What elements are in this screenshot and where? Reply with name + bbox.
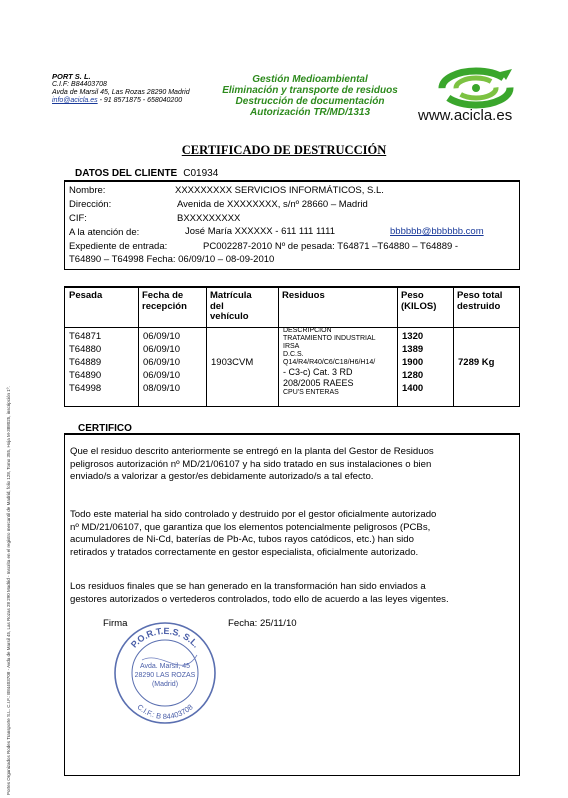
service-line: Eliminación y transporte de residuos xyxy=(222,85,398,96)
table-cell-pesada: T64890 xyxy=(69,370,102,381)
table-cell-peso: 1280 xyxy=(402,370,424,381)
col-header-matricula xyxy=(210,291,252,323)
col-header-line: Fecha de xyxy=(142,290,184,301)
table-cell-fecha: 06/09/10 xyxy=(143,331,180,342)
table-cell-peso: 1900 xyxy=(402,357,424,368)
residuo-line: Q14/R4/R40/C6/C18/H6/H14/ xyxy=(283,359,376,366)
service-line: Autorización TR/MD/1313 xyxy=(249,107,371,118)
company-cif: C.I.F: B84403708 xyxy=(52,81,107,88)
attn-email-link[interactable]: bbbbbb@bbbbbb.com xyxy=(390,226,484,237)
cif-value: BXXXXXXXXX xyxy=(177,213,241,224)
company-stamp xyxy=(112,620,218,726)
waste-table xyxy=(64,286,520,407)
address-label: Dirección: xyxy=(69,199,112,210)
col-header-line: recepción xyxy=(142,300,187,312)
service-line: Gestión Medioambiental xyxy=(252,74,368,85)
company-name: PORT S. L. xyxy=(52,72,91,81)
client-heading xyxy=(75,168,218,179)
stamp-top-text: P.O.R.T.E.S. S.L. xyxy=(128,625,202,650)
residuo-line: DESCRIPCION xyxy=(283,327,332,334)
expediente-value: PC002287-2010 Nº de pesada: T64871 –T64880 – T64889 - xyxy=(203,241,459,252)
column-divider xyxy=(138,288,139,406)
paragraph-2 xyxy=(70,509,518,559)
name-value: XXXXXXXXX SERVICIOS INFORMÁTICOS, S.L. xyxy=(175,185,384,196)
registry-note: Portes Organizados Rodes Transporte S.L. C.I.F.: B84403708 - Avda de Marsil 45, Las Rozas 28 290 Madrid - Inscrita en el registro mercantil de Madrid, folio 128, Tomo 355, Hoja M-388025, inscripción 1º. xyxy=(6,386,11,795)
text-line: Todo este material ha sido controlado y destruido por el gestor oficialmente autorizado xyxy=(70,509,437,520)
residuo-line: D.C.S. xyxy=(283,351,304,358)
residuo-line: - C3-c) Cat. 3 RD xyxy=(283,367,353,377)
service-line: Destrucción de documentación xyxy=(235,96,385,107)
company-email-link[interactable]: info@acicla.es xyxy=(52,97,98,104)
fecha-label: Fecha: 25/11/10 xyxy=(228,618,297,629)
col-header-line: Peso xyxy=(401,290,424,301)
peso-column xyxy=(402,330,423,395)
stamp-line: (Madrid) xyxy=(151,681,179,688)
table-cell-peso: 1389 xyxy=(402,344,424,355)
services-block xyxy=(212,74,408,118)
residuo-line: IRSA xyxy=(283,343,300,350)
col-header-total xyxy=(457,291,502,312)
residuos-cell xyxy=(283,327,398,397)
table-cell-fecha: 06/09/10 xyxy=(143,344,180,355)
col-header-line: del xyxy=(210,300,224,312)
text-line: acumuladores de Ni-Cd, baterías de Pb-Ac, tubos rayos catódicos, etc.) han sido xyxy=(70,534,414,545)
pesada-column xyxy=(69,330,101,395)
col-header-peso xyxy=(401,291,436,312)
col-header-line: destruido xyxy=(457,300,501,312)
firma-label: Firma xyxy=(103,618,128,629)
text-line: enviado/s a valorizar a gestor/es debidamente autorizado/s a tal efecto. xyxy=(70,471,374,482)
attn-value: José María XXXXXX - 611 111 1111 xyxy=(185,226,335,237)
paragraph-3 xyxy=(70,581,518,606)
table-cell-pesada: T64880 xyxy=(69,344,102,355)
fecha-column xyxy=(143,330,180,395)
stamp-line: 28290 LAS ROZAS xyxy=(134,672,196,679)
column-divider xyxy=(453,288,454,406)
residuo-line: 208/2005 RAEES xyxy=(283,378,354,388)
client-code: C01934 xyxy=(183,168,219,179)
website-link[interactable]: www.acicla.es xyxy=(418,107,513,124)
company-contact xyxy=(52,97,190,105)
table-cell-peso: 1400 xyxy=(402,383,424,394)
client-data-box xyxy=(64,180,520,270)
cif-label: CIF: xyxy=(69,213,87,224)
expediente-value-cont: T64890 – T64998 Fecha: 06/09/10 – 08-09-2010 xyxy=(69,254,275,265)
col-header-line: (KILOS) xyxy=(401,300,437,312)
col-header-fecha xyxy=(142,291,187,312)
text-line: peligrosos autorización nº MD/21/06107 y ha sido tratado en sus instalaciones o bien xyxy=(70,458,432,470)
col-header-residuos: Residuos xyxy=(282,290,325,301)
paragraph-1 xyxy=(70,446,518,484)
col-header-line: Peso total xyxy=(457,290,503,301)
address-value: Avenida de XXXXXXXX, s/nº 28660 – Madrid xyxy=(177,199,368,210)
table-cell-fecha: 08/09/10 xyxy=(143,383,180,394)
table-cell-total: 7289 Kg xyxy=(458,357,495,368)
column-divider xyxy=(206,288,207,406)
text-line: gestores autorizados o vertederos controlados, todo ello de acuerdo a las leyes vigentes. xyxy=(70,593,449,605)
column-divider xyxy=(278,288,279,406)
certifico-heading: CERTIFICO xyxy=(78,423,132,434)
text-line: Los residuos finales que se han generado en la transformación han sido enviados a xyxy=(70,581,426,592)
expediente-label: Expediente de entrada: xyxy=(69,241,168,252)
company-info xyxy=(52,73,190,105)
table-cell-pesada: T64998 xyxy=(69,383,102,394)
name-label: Nombre: xyxy=(69,185,106,196)
document-title: CERTIFICADO DE DESTRUCCIÓN xyxy=(181,143,387,157)
attn-label: A la atención de: xyxy=(69,227,140,238)
text-line: Que el residuo descrito anteriormente se entregó en la planta del Gestor de Residuos xyxy=(70,446,434,457)
col-header-line: Matrícula xyxy=(210,290,252,301)
table-cell-matricula: 1903CVM xyxy=(211,357,254,368)
residuo-line: CPU'S ENTERAS xyxy=(283,389,339,396)
acicla-logo-icon xyxy=(436,66,516,110)
client-heading-label: DATOS DEL CLIENTE xyxy=(75,168,178,179)
stamp-bottom-text: C.I.F.: B 84403708 xyxy=(135,702,195,722)
table-cell-fecha: 06/09/10 xyxy=(143,370,180,381)
col-header-pesada: Pesada xyxy=(69,290,103,301)
stamp-line: Avda. Marsil, 45 xyxy=(139,663,191,670)
company-phones: - 91 8571875 - 658040200 xyxy=(97,97,183,104)
table-cell-fecha: 06/09/10 xyxy=(143,357,180,368)
table-cell-peso: 1320 xyxy=(402,331,424,342)
text-line: retirados y tratados correctamente en gestor especialista, oficialmente autorizado. xyxy=(70,546,419,558)
residuo-line: TRATAMIENTO INDUSTRIAL xyxy=(283,335,376,342)
table-cell-pesada: T64889 xyxy=(69,357,102,368)
table-cell-pesada: T64871 xyxy=(69,331,102,342)
col-header-line: vehículo xyxy=(210,311,249,322)
company-address: Avda de Marsil 45, Las Rozas 28290 Madrid xyxy=(52,89,190,96)
text-line: nº MD/21/06107, que garantiza que los elementos potencialmente peligrosos (PCBs, xyxy=(70,521,431,533)
